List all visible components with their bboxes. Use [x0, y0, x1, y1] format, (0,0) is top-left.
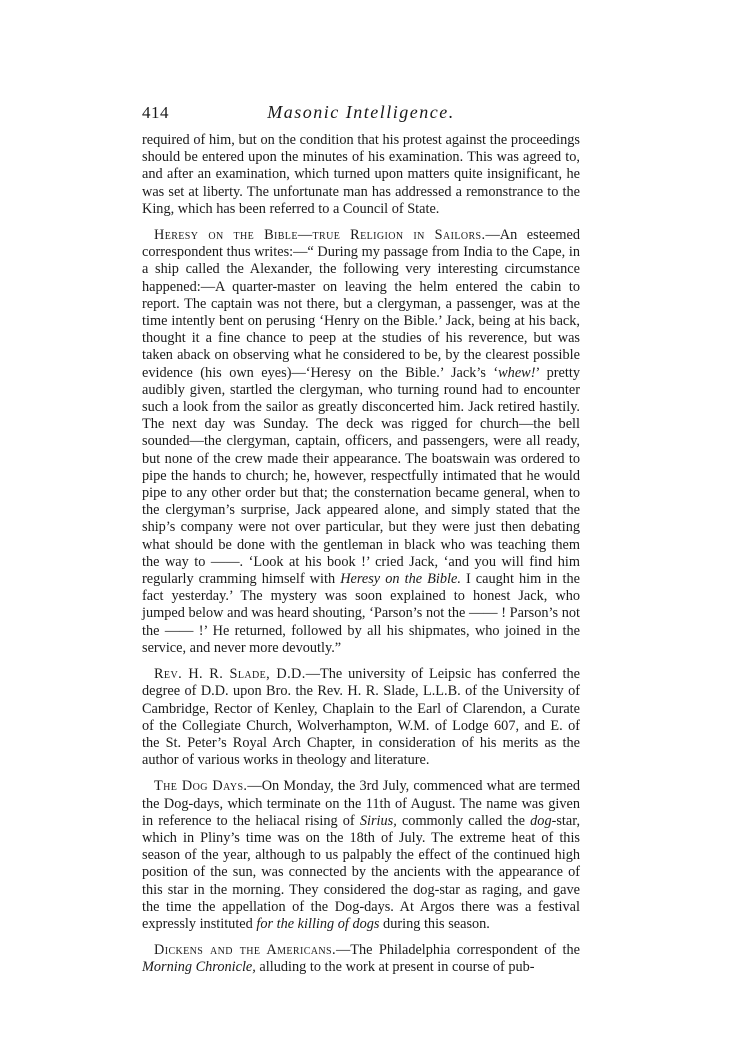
- body-text-run: —The Philadelphia correspondent of the: [335, 942, 581, 959]
- italic-text: Morning Chronicle,: [142, 959, 256, 976]
- italic-text: whew!: [498, 364, 536, 381]
- paragraph: [142, 666, 580, 769]
- book-page: [142, 104, 580, 986]
- article-heading: The Dog Days.: [154, 778, 248, 795]
- body-text-run: commonly called the: [396, 812, 531, 829]
- italic-text: dog: [530, 812, 552, 829]
- italic-text: Heresy on the Bible.: [340, 571, 461, 588]
- body-text-run: I caught him in the fact yesterday.’ The mystery was soon explained to honest Jack, who jumped below and was heard shouting, ‘Parson’s not the —— ! Parson’s not the —— !’ He returned, followed by all his shipmates, who joined in the service, and never more devoutly.”: [142, 571, 580, 656]
- body-text-run: required of him, but on the condition that his protest against the proceedings should be entered upon the minutes of his examination. This was agreed to, and after an examination, which turned upon matters quite insignificant, he was set at liberty. The unfortunate man has addressed a remonstrance to the King, which has been referred to a Council of State.: [142, 132, 580, 217]
- paragraph: [142, 942, 580, 976]
- italic-text: Sirius,: [359, 812, 397, 829]
- body-text-run: during this season.: [379, 915, 490, 932]
- paragraph: [142, 132, 580, 218]
- body-text-run: —An esteemed correspondent thus writes:—“ During my passage from India to the Cape, in a ship called the Alexander, the following very interesting circumstance happened:—A quarter-master on leaving the helm entered the cabin to report. The captain was not there, but a clergyman, a passenger, was at the time intently bent on perusing ‘Henry on the Bible.’ Jack, being at his back, thought it a fine chance to peep at the studies of his reverence, but was taken aback on observing what he considered to be, by the clearest possible evidence (his own eyes)—‘Heresy on the Bible.’ Jack’s ‘: [142, 227, 580, 381]
- body-text-run: —On Monday, the 3rd July, commenced what are termed the Dog-days, which terminate on the 11th of August. The name was given in reference to the heliacal rising of: [142, 778, 581, 829]
- paragraph: [142, 778, 580, 933]
- article-heading: Dickens and the Americans.: [154, 942, 336, 959]
- body-text-run: —The university of Leipsic has conferred the degree of D.D. upon Bro. the Rev. H. R. Slade, L.L.B. of the University of Cambridge, Rector of Kenley, Chaplain to the Earl of Clarendon, a Curate of the Collegiate Church, Wolverhampton, W.M. of Lodge 607, and E. of the St. Peter’s Royal Arch Chapter, in consideration of his merits as the author of various works in theology and literature.: [142, 666, 580, 769]
- body-text-run: -star, which in Pliny’s time was on the 18th of July. The extreme heat of this season of the year, although to us palpably the effect of the continued high position of the sun, was connected by the ancients with the appearance of this star in the morning. They considered the dog-star as raging, and gave the time the appellation of the Dog-days. At Argos there was a festival expressly instituted: [142, 812, 581, 932]
- article-heading: Heresy on the Bible—true Religion in Sailors.: [154, 227, 486, 244]
- body-text-run: ’ pretty audibly given, startled the clergyman, who turning round had to encounter such a look from the sailor as greatly disconcerted him. Jack retired hastily. The next day was Sunday. The deck was rigged for church—the bell sounded—the clergyman, captain, officers, and passengers, were all ready, but none of the crew made their appearance. The boatswain was ordered to pipe the hands to church; he, however, respectfully intimated that he would pipe to any other order but that; the consternation became general, when to the clergyman’s surprise, Jack appeared alone, and simply stated that the ship’s company were not over particular, but they were just then debating what should be done with the gentleman in black who was teaching them the way to ——. ‘Look at his book !’ cried Jack, ‘and you will find him regularly cramming himself with: [142, 364, 580, 588]
- page-header: [142, 104, 580, 128]
- italic-text: for the killing of dogs: [256, 915, 380, 932]
- body-text: [142, 132, 580, 977]
- body-text-run: alluding to the work at present in course of pub-: [255, 959, 535, 976]
- running-title: Masonic Intelligence.: [267, 102, 455, 122]
- paragraph: [142, 227, 580, 657]
- page-number: 414: [142, 103, 169, 122]
- article-heading: Rev. H. R. Slade, D.D.: [154, 666, 306, 683]
